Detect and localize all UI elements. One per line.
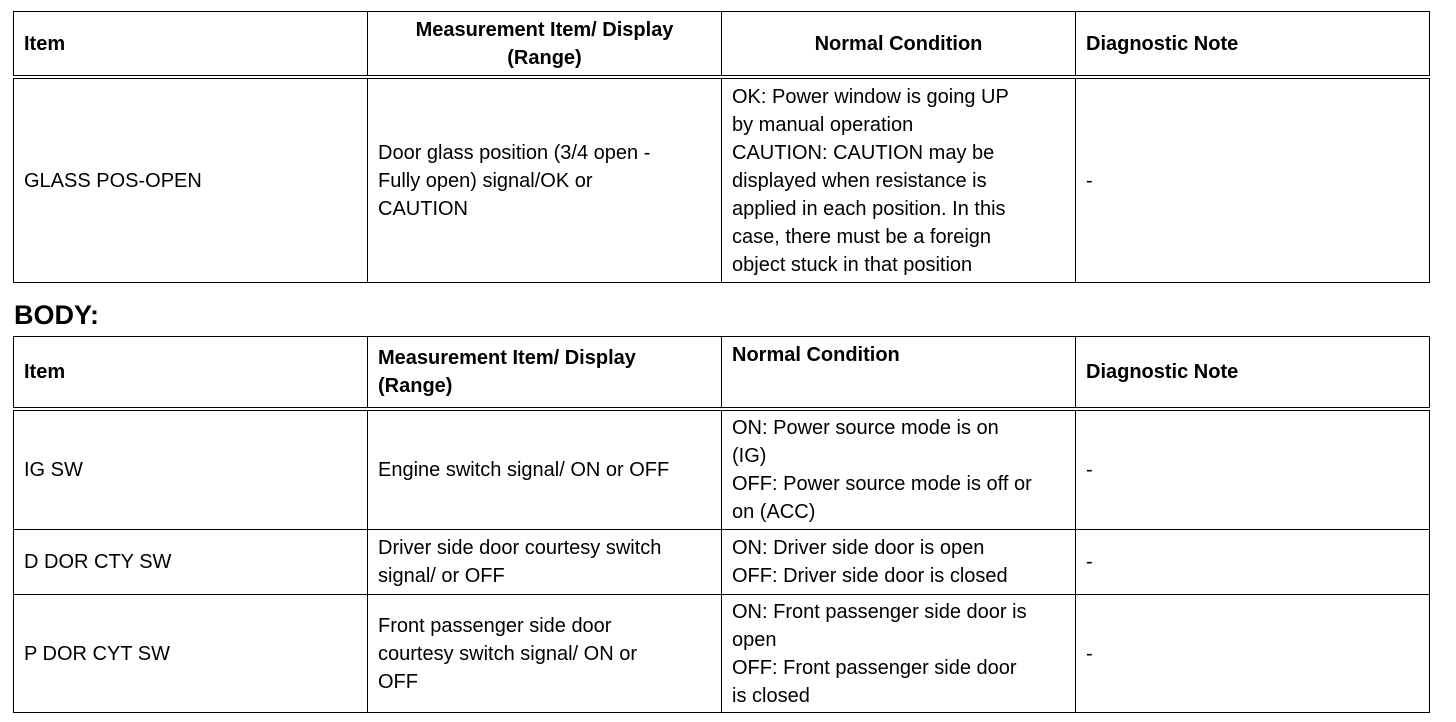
cell-diagnostic-note: - (1076, 77, 1430, 283)
table-row (14, 77, 1430, 283)
cell-normal-condition: OK: Power window is going UP by manual operation CAUTION: CAUTION may be displayed when resistance is applied in each position. In this case, there must be a foreign object stuck in that position (722, 77, 1076, 283)
section-title: BODY: (14, 300, 99, 330)
header-diagnostic-note: Diagnostic Note (1076, 12, 1430, 78)
table-header-row (14, 12, 1430, 78)
cell-normal-condition: ON: Power source mode is on (IG) OFF: Power source mode is off or on (ACC) (722, 409, 1076, 530)
header-normal-condition: Normal Condition (722, 337, 1076, 410)
cell-measurement: Front passenger side door courtesy switch signal/ ON or OFF (368, 595, 722, 713)
cell-item: D DOR CTY SW (14, 530, 368, 595)
body-table (13, 336, 1430, 713)
header-normal-condition: Normal Condition (722, 12, 1076, 78)
glass-position-table (13, 11, 1430, 283)
header-measurement: Measurement Item/ Display (Range) (368, 337, 722, 410)
header-measurement: Measurement Item/ Display (Range) (368, 12, 722, 78)
cell-normal-condition: ON: Front passenger side door is open OFF: Front passenger side door is closed (722, 595, 1076, 713)
cell-item: P DOR CYT SW (14, 595, 368, 713)
header-item: Item (14, 12, 368, 78)
cell-item: GLASS POS-OPEN (14, 77, 368, 283)
table-header-row (14, 337, 1430, 410)
cell-diagnostic-note: - (1076, 409, 1430, 530)
cell-measurement: Driver side door courtesy switch signal/ or OFF (368, 530, 722, 595)
cell-normal-condition: ON: Driver side door is open OFF: Driver side door is closed (722, 530, 1076, 595)
header-diagnostic-note: Diagnostic Note (1076, 337, 1430, 410)
table-row (14, 530, 1430, 595)
table-row (14, 595, 1430, 713)
cell-measurement: Door glass position (3/4 open - Fully open) signal/OK or CAUTION (368, 77, 722, 283)
cell-diagnostic-note: - (1076, 530, 1430, 595)
header-item: Item (14, 337, 368, 410)
table-row (14, 409, 1430, 530)
cell-item: IG SW (14, 409, 368, 530)
cell-diagnostic-note: - (1076, 595, 1430, 713)
cell-measurement: Engine switch signal/ ON or OFF (368, 409, 722, 530)
